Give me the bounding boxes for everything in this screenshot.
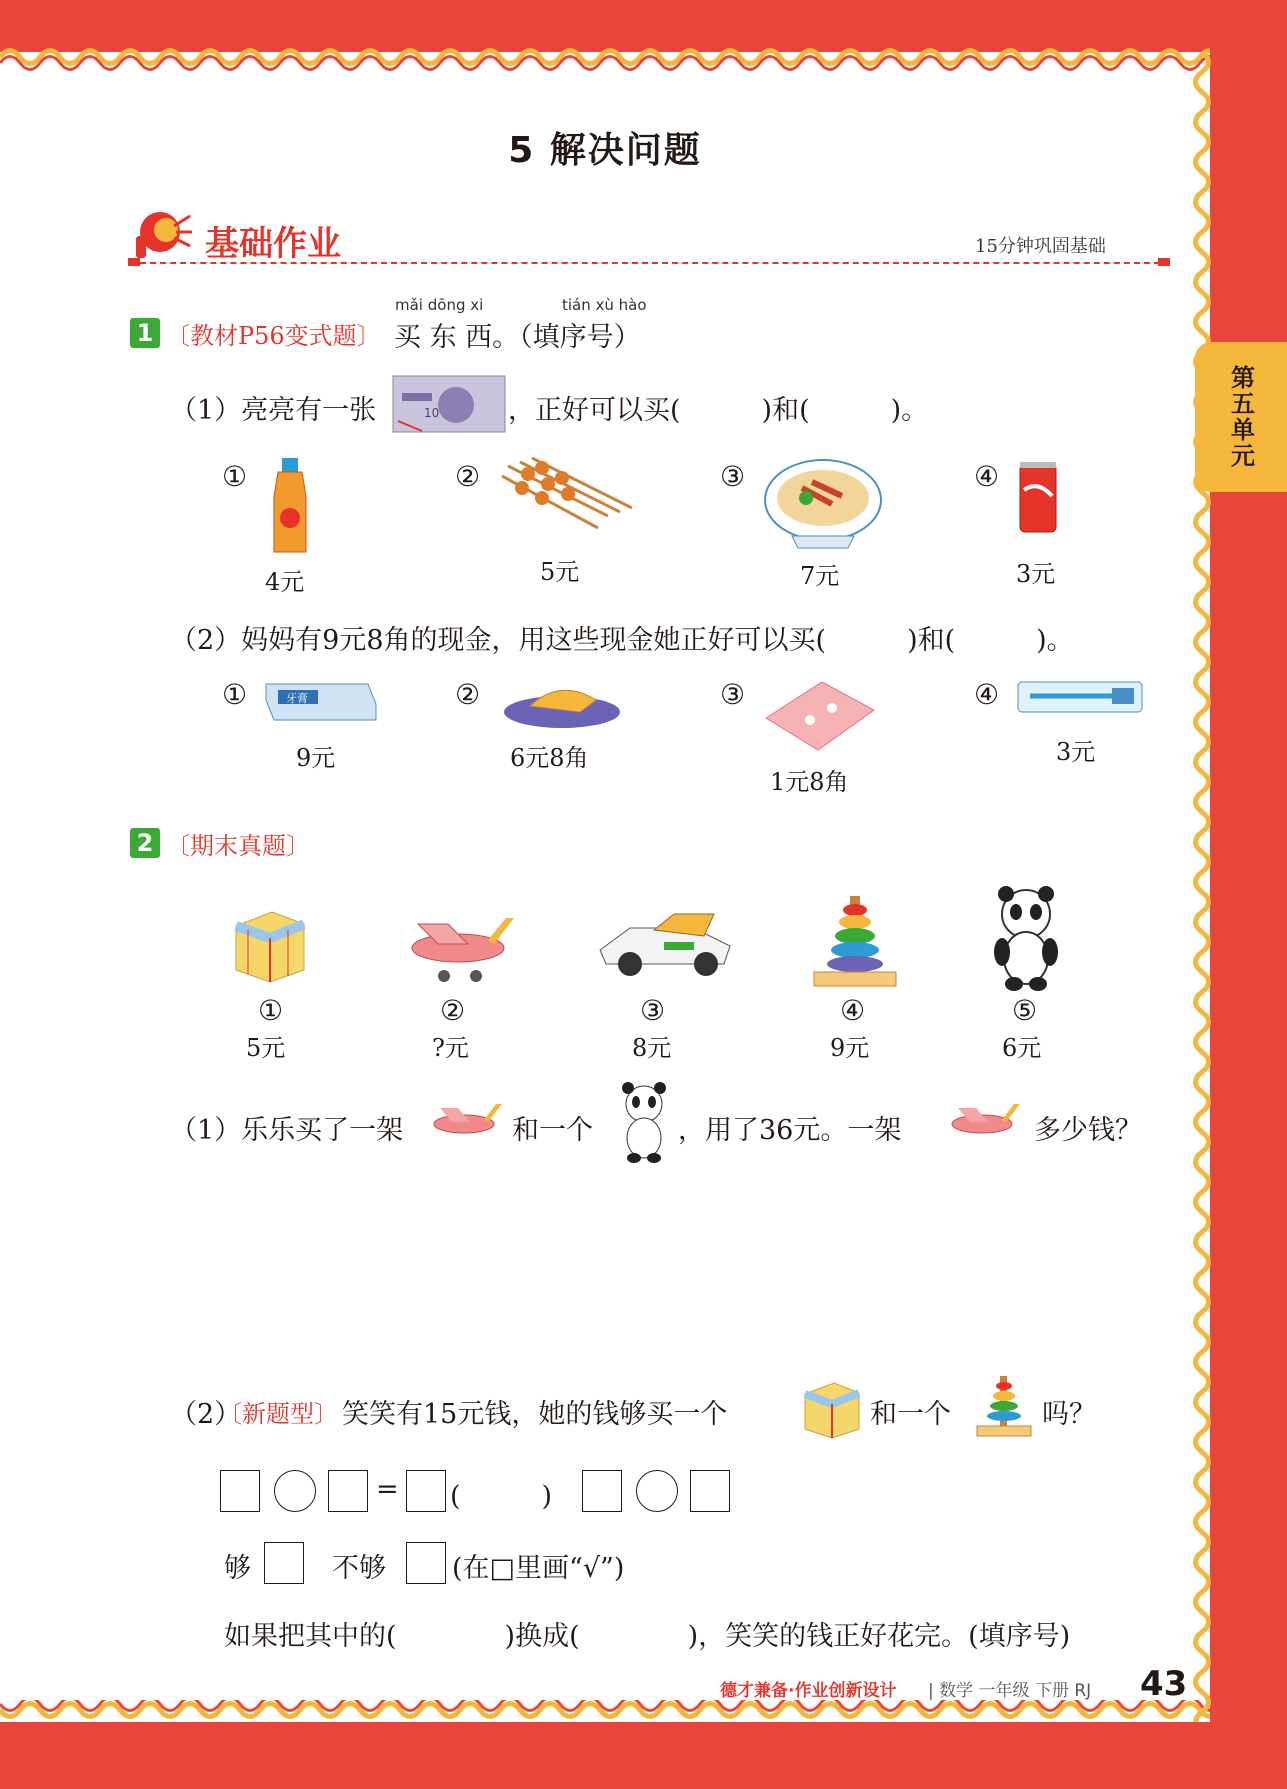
toothpaste-icon [264, 680, 380, 724]
question-number-1: 1 [130, 318, 160, 348]
q2-part2-text-c: 吗？ [1042, 1399, 1096, 1430]
q1-item-3-price: 7元 [800, 562, 840, 590]
question-1-text: 买 东 西。（填序号） [394, 322, 641, 353]
question-1-tag: 〔教材P56变式题〕 [166, 322, 381, 350]
toy-car-icon [594, 906, 738, 980]
section-divider [130, 262, 1170, 264]
footer-book-info: | 数学 一年级 下册 RJ [928, 1681, 1092, 1701]
q1-item-1-price: 4元 [265, 568, 305, 596]
unit-answer-blank[interactable]: ( ) [450, 1481, 553, 1512]
page-title: 5 解决问题 [508, 130, 702, 171]
checkbox-instruction: (在□里画“√”) [452, 1553, 625, 1584]
q1-part2-item-3-number: ③ [720, 678, 746, 711]
q1-item-4-price: 3元 [1016, 560, 1056, 588]
divider-cap-right [1158, 258, 1170, 266]
rubiks-cube-icon [232, 908, 308, 984]
q2-item-1-price: 5元 [246, 1034, 286, 1062]
q2-item-5-number: ⑤ [1012, 994, 1038, 1027]
q2-part1-text-c: ，用了36元。一架 [678, 1115, 902, 1146]
svg-text:牙膏: 牙膏 [286, 692, 308, 705]
q2-item-5-price: 6元 [1002, 1034, 1042, 1062]
q2-item-2-price: ?元 [432, 1034, 469, 1062]
megaphone-icon [130, 206, 196, 262]
q1-part1-prefix: （1）亮亮有一张 [170, 395, 377, 426]
unit-side-tab: 第五单元 [1195, 342, 1287, 492]
stacking-rings-small-icon [974, 1374, 1034, 1438]
operator-circle-1[interactable] [274, 1470, 316, 1512]
q1-part2-item-4-price: 3元 [1056, 738, 1096, 766]
answer-box-4[interactable] [582, 1470, 622, 1512]
wavy-border-bottom [0, 1700, 1210, 1730]
q1-item-4-number: ④ [974, 460, 1000, 493]
answer-box-2[interactable] [328, 1470, 368, 1512]
panda-toy-small-icon [616, 1082, 672, 1164]
q2-part1-text-a: （1）乐乐买了一架 [170, 1115, 404, 1146]
q2-part1-text-d: 多少钱？ [1034, 1115, 1142, 1146]
stacking-rings-icon [810, 894, 900, 988]
section-title: 基础作业 [205, 224, 341, 264]
q1-part2-item-4-number: ④ [974, 678, 1000, 711]
slipper-icon [500, 676, 624, 732]
soda-can-icon [1018, 460, 1058, 534]
ten-yuan-banknote-icon [392, 375, 506, 433]
skewers-icon [498, 456, 634, 532]
enough-checkbox[interactable] [264, 1542, 304, 1584]
answer-box-3[interactable] [406, 1470, 446, 1512]
juice-bottle-icon [266, 456, 314, 556]
q2-item-4-price: 9元 [830, 1034, 870, 1062]
toy-plane-icon [398, 904, 524, 986]
q2-item-2-number: ② [440, 994, 466, 1027]
panda-toy-icon [990, 886, 1062, 992]
q2-part2-prefix: （2） [170, 1399, 242, 1430]
footer-brand: 德才兼备·作业创新设计 [720, 1681, 897, 1701]
answer-box-5[interactable] [690, 1470, 730, 1512]
q2-item-3-price: 8元 [632, 1034, 672, 1062]
enough-label: 够 [224, 1553, 251, 1584]
q1-part2-item-2-number: ② [455, 678, 481, 711]
q2-item-3-number: ③ [640, 994, 666, 1027]
svg-text:10: 10 [424, 406, 440, 420]
q1-part2-text: （2）妈妈有9元8角的现金，用这些现金她正好可以买( )和( )。 [170, 625, 1074, 656]
toothbrush-icon [1016, 680, 1144, 714]
q2-item-1-number: ① [258, 994, 284, 1027]
q2-part2-tag: 〔新题型〕 [218, 1400, 338, 1428]
page-number: 43 [1140, 1664, 1188, 1704]
pinyin-tian-xu-hao: tián xù hào [562, 296, 647, 314]
q2-part1-text-b: 和一个 [512, 1115, 593, 1146]
towel-icon [762, 678, 878, 758]
not-enough-label: 不够 [332, 1553, 386, 1584]
not-enough-checkbox[interactable] [406, 1542, 446, 1584]
q2-item-4-number: ④ [840, 994, 866, 1027]
q1-part2-item-2-price: 6元8角 [510, 744, 589, 772]
q2-part2-text-b: 和一个 [870, 1399, 951, 1430]
rubiks-cube-small-icon [802, 1380, 862, 1440]
q1-part2-item-1-price: 9元 [296, 744, 336, 772]
q1-item-2-number: ② [455, 460, 481, 493]
q2-part2-last-line: 如果把其中的( )换成( )，笑笑的钱正好花完。(填序号) [224, 1621, 1071, 1652]
q1-item-2-price: 5元 [540, 558, 580, 586]
answer-box-1[interactable] [220, 1470, 260, 1512]
q1-item-1-number: ① [222, 460, 248, 493]
toy-plane-small-icon [426, 1096, 506, 1148]
divider-cap-left [128, 258, 140, 266]
wavy-border-top [0, 42, 1210, 72]
q1-part1-suffix: ，正好可以买( )和( )。 [508, 395, 929, 426]
q1-part2-item-3-price: 1元8角 [770, 768, 849, 796]
pinyin-mai-dong-xi: mǎi dōng xi [395, 296, 484, 314]
q1-item-3-number: ③ [720, 460, 746, 493]
q2-part2-text-a: 笑笑有15元钱，她的钱够买一个 [342, 1399, 728, 1430]
compare-circle[interactable] [636, 1470, 678, 1512]
question-number-2: 2 [130, 828, 160, 858]
section-subtitle: 15分钟巩固基础 [975, 236, 1106, 257]
equals-sign: = [376, 1474, 399, 1505]
toy-plane-small-icon [944, 1096, 1024, 1148]
wavy-border-right [1192, 52, 1222, 1722]
question-2-tag: 〔期末真题〕 [166, 832, 310, 860]
noodle-bowl-icon [762, 456, 884, 552]
q1-part2-item-1-number: ① [222, 678, 248, 711]
